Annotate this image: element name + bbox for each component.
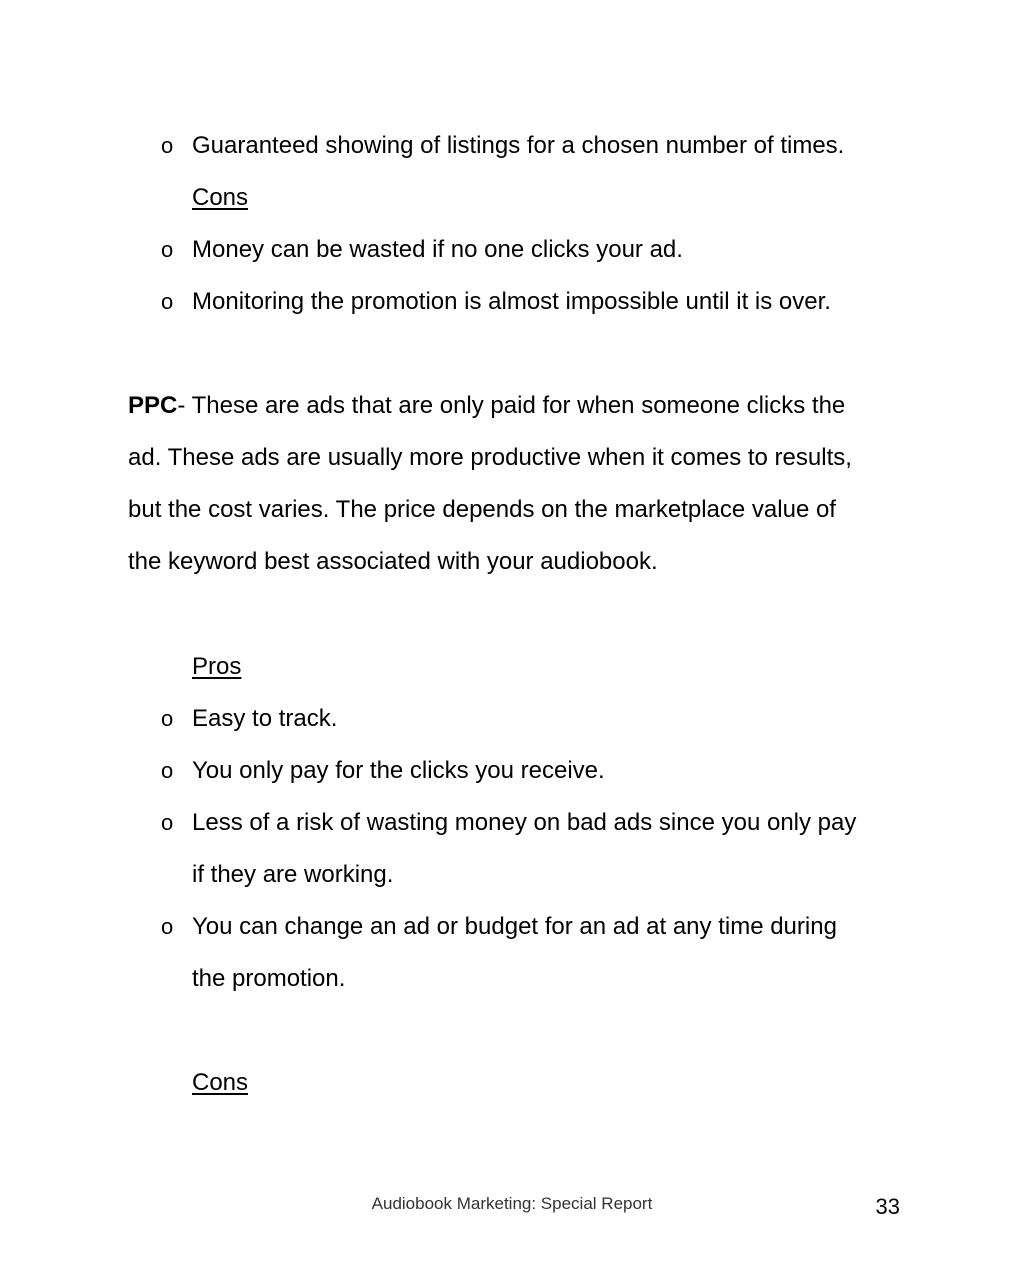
list-bullet: o [161,758,174,783]
list-bullet: o [161,237,174,262]
ppc-paragraph-line [128,391,845,421]
list-item-continuation: if they are working. [192,861,394,888]
ppc-paragraph-line: ad. These ads are usually more productive when it comes to results, [128,444,852,471]
list-item: Less of a risk of wasting money on bad ads since you only pay [192,809,857,836]
cons-heading: Cons [192,1069,249,1096]
list-item: Monitoring the promotion is almost impossible until it is over. [192,288,831,315]
list-item: You can change an ad or budget for an ad at any time during [192,913,837,940]
ppc-paragraph-line: but the cost varies. The price depends on the marketplace value of [128,496,836,523]
list-item: You only pay for the clicks you receive. [192,757,605,784]
list-bullet: o [161,914,174,939]
pros-heading: Pros [192,653,242,680]
list-item: Money can be wasted if no one clicks your ad. [192,236,683,263]
list-item: Guaranteed showing of listings for a chosen number of times. [192,132,845,159]
list-bullet: o [161,810,174,835]
list-item: Easy to track. [192,705,338,732]
list-bullet: o [161,133,174,158]
list-bullet: o [161,706,174,731]
ppc-paragraph-line: the keyword best associated with your audiobook. [128,548,658,575]
ppc-term: PPC [128,392,178,419]
cons-heading: Cons [192,184,249,211]
footer-title: Audiobook Marketing: Special Report [371,1194,653,1213]
page-number: 33 [875,1194,900,1219]
list-item-continuation: the promotion. [192,965,346,992]
ppc-line-text: - These are ads that are only paid for when someone clicks the [177,392,846,419]
list-bullet: o [161,289,174,314]
